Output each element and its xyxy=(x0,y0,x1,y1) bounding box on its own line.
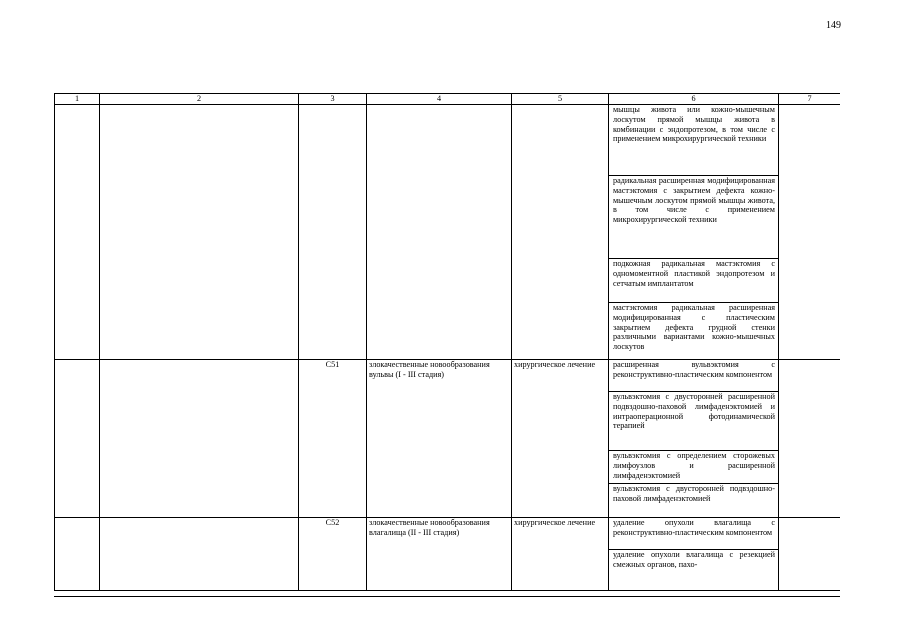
cell-method: вульвэктомия с определением сторожевых лимфоузлов и расширенной лимфаденэктомией xyxy=(609,451,779,484)
page-number: 149 xyxy=(826,20,841,31)
cell-method: вульвэктомия с двусторонней подвздошно-паховой лимфаденэктомией xyxy=(609,484,779,518)
header-row xyxy=(55,94,841,105)
cell-method: расширенная вульвэктомия с реконструктивно-пластическим компонентом xyxy=(609,360,779,392)
cell-icd-code: C52 xyxy=(299,518,367,591)
cell-method: мастэктомия радикальная расширенная модифицированная с пластическим закрытием дефекта грудной стенки различными вариантами кожно-мышечных лоскутов xyxy=(609,303,779,360)
column-header: 6 xyxy=(609,94,779,105)
cell-cost xyxy=(779,105,841,360)
cell-diagnosis xyxy=(367,105,512,360)
cell-profile xyxy=(100,518,299,591)
column-header: 5 xyxy=(512,94,609,105)
table-row xyxy=(55,518,841,550)
cell-icd-code xyxy=(299,105,367,360)
column-header: 2 xyxy=(100,94,299,105)
table-row xyxy=(55,360,841,392)
cell-number xyxy=(55,360,100,518)
cell-profile xyxy=(100,105,299,360)
column-header: 1 xyxy=(55,94,100,105)
cell-method: вульвэктомия с двусторонней расширенной подвздошно-паховой лимфаденэктомией и интраоперационной фотодинамической терапией xyxy=(609,392,779,451)
cell-method: мышцы живота или кожно-мышечным лоскутом прямой мышцы живота в комбинации с эндопротезом, в том числе с применением микрохирургической техники xyxy=(609,105,779,176)
cell-method: удаление опухоли влагалища с реконструктивно-пластическим компонентом xyxy=(609,518,779,550)
column-header: 4 xyxy=(367,94,512,105)
cell-cost xyxy=(779,360,841,518)
cell-number xyxy=(55,105,100,360)
cell-icd-code: C51 xyxy=(299,360,367,518)
column-header: 3 xyxy=(299,94,367,105)
cell-treatment: хирургическое лечение xyxy=(512,360,609,518)
cell-profile xyxy=(100,360,299,518)
document-table-container xyxy=(54,93,840,597)
cell-method: радикальная расширенная модифицированная мастэктомия с закрытием дефекта кожно-мышечным лоскутом прямой мышцы живота, в том числе с применением микрохирургической техники xyxy=(609,176,779,259)
cell-number xyxy=(55,518,100,591)
table-row xyxy=(55,105,841,176)
cell-treatment xyxy=(512,105,609,360)
document-table xyxy=(54,93,840,591)
cell-method: удаление опухоли влагалища с резекцией смежных органов, пахо- xyxy=(609,550,779,591)
cell-method: подкожная радикальная мастэктомия с одномоментной пластикой эндопротезом и сетчатым имплантатом xyxy=(609,259,779,303)
cell-diagnosis: злокачественные новообразования влагалища (II - III стадия) xyxy=(367,518,512,591)
cell-diagnosis: злокачественные новообразования вульвы (I - III стадия) xyxy=(367,360,512,518)
column-header: 7 xyxy=(779,94,841,105)
cell-cost xyxy=(779,518,841,591)
cell-treatment: хирургическое лечение xyxy=(512,518,609,591)
